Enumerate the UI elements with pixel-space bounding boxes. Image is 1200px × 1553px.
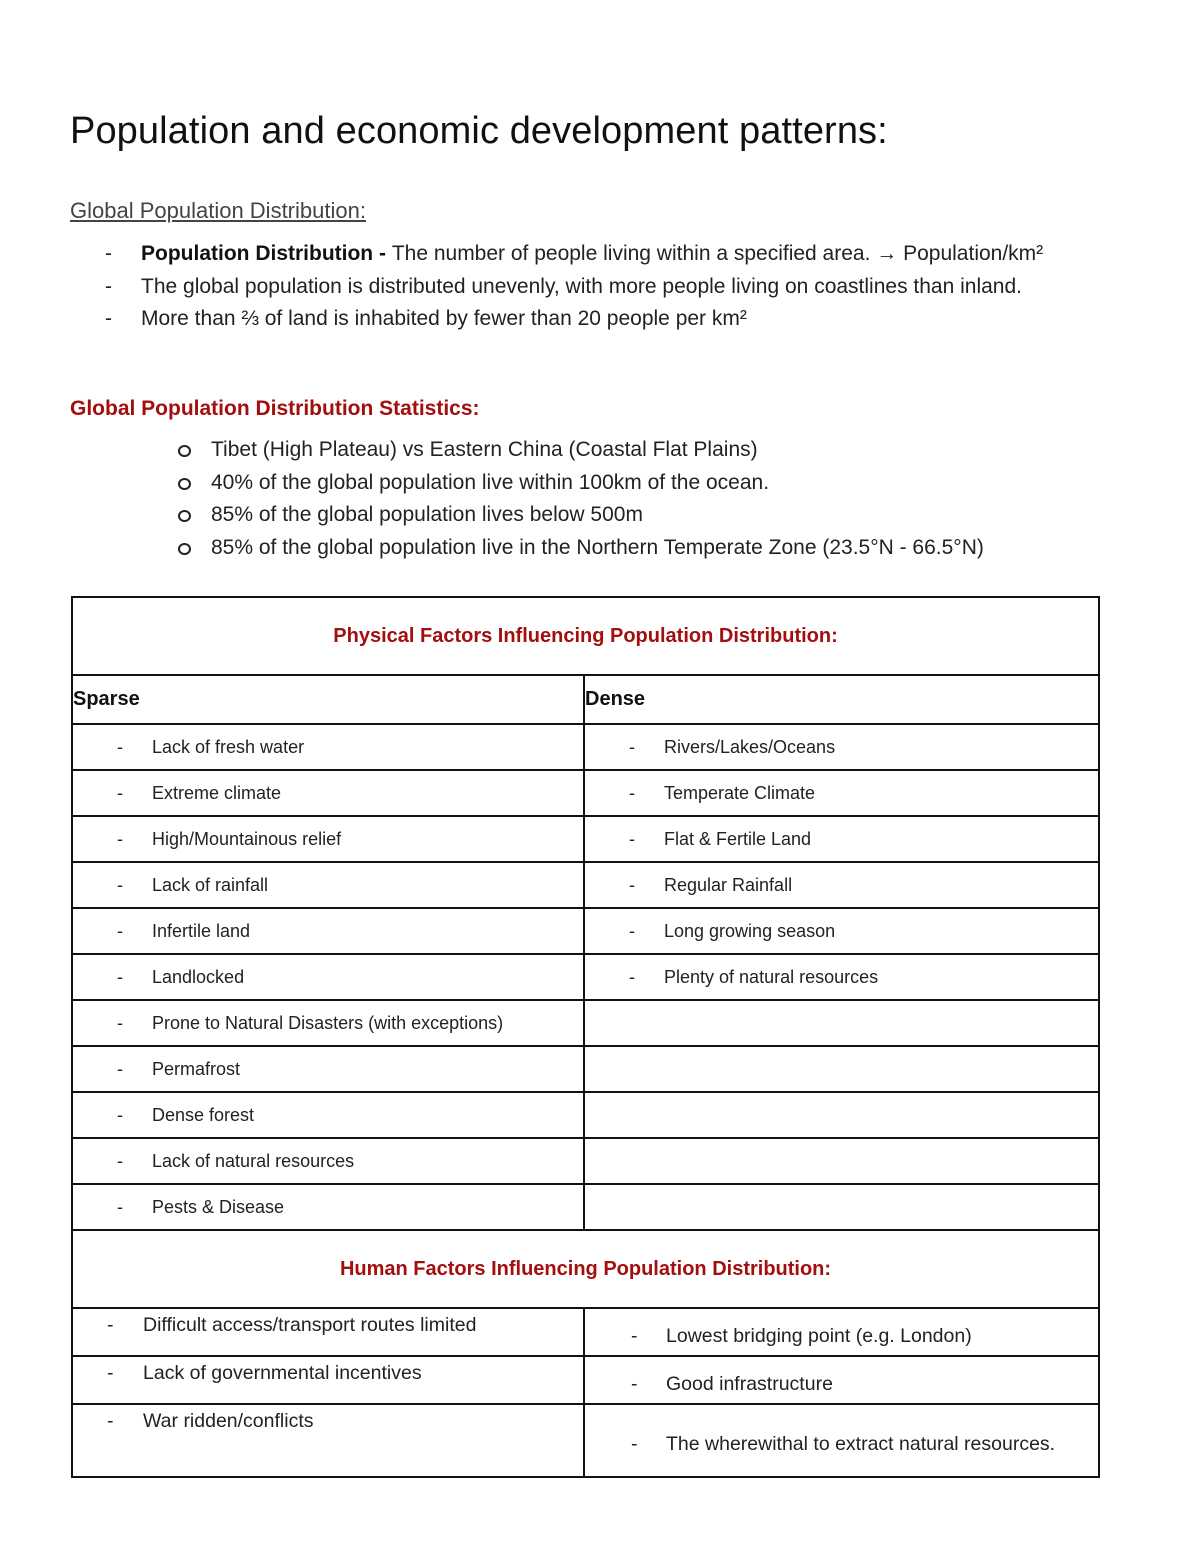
table-row (72, 724, 1099, 770)
sparse-cell (72, 1184, 584, 1230)
dash-bullet: - (107, 1410, 114, 1432)
cell-text: High/Mountainous relief (152, 828, 342, 849)
list-item (172, 499, 1152, 532)
dash-bullet: - (117, 1104, 123, 1125)
list-item-text: 85% of the global population lives below 500m (211, 503, 643, 526)
dash-bullet: - (629, 782, 635, 803)
list-item-text: More than ⅔ of land is inhabited by fewer than 20 people per km² (141, 307, 747, 330)
dense-cell-empty (584, 1138, 1099, 1184)
global-distribution-list (70, 238, 1150, 336)
dash-bullet: - (117, 874, 123, 895)
dash-bullet: - (117, 782, 123, 803)
cell-text: Landlocked (152, 966, 245, 987)
cell-text: Infertile land (152, 920, 251, 941)
dash-bullet: - (117, 1012, 123, 1033)
cell-text: Plenty of natural resources (664, 966, 879, 987)
table-row (72, 770, 1099, 816)
dense-cell (584, 770, 1099, 816)
dash-bullet: - (629, 966, 635, 987)
sparse-cell (72, 1092, 584, 1138)
sparse-cell (72, 724, 584, 770)
cell-text: Good infrastructure (666, 1372, 833, 1395)
cell-text: Difficult access/transport routes limited (143, 1314, 477, 1336)
dash-bullet: - (107, 1362, 114, 1384)
dash-bullet: - (117, 1058, 123, 1079)
cell-text: Lowest bridging point (e.g. London) (666, 1324, 972, 1347)
cell-text: Lack of natural resources (152, 1150, 355, 1171)
dash-bullet: - (629, 736, 635, 757)
human-right-cell (584, 1404, 1099, 1477)
dense-cell-empty (584, 1184, 1099, 1230)
cell-text: Lack of fresh water (152, 736, 305, 757)
dense-cell (584, 862, 1099, 908)
document-title: Population and economic development patterns: (70, 110, 888, 152)
dash-bullet: - (117, 736, 123, 757)
cell-text: The wherewithal to extract natural resources. (666, 1433, 1056, 1455)
sparse-cell (72, 1046, 584, 1092)
table-row (72, 862, 1099, 908)
list-item-text: The global population is distributed unevenly, with more people living on coastlines than inland. (141, 274, 1022, 298)
global-distribution-heading: Global Population Distribution: (70, 198, 366, 223)
dense-cell (584, 724, 1099, 770)
list-item (70, 271, 1150, 304)
statistics-list (172, 434, 1152, 564)
cell-text: Prone to Natural Disasters (with exceptions) (152, 1012, 504, 1033)
table-row (72, 1356, 1099, 1404)
sparse-cell (72, 1138, 584, 1184)
dash-bullet: - (117, 828, 123, 849)
list-item-text: 40% of the global population live within 100km of the ocean. (211, 470, 770, 494)
cell-text: Rivers/Lakes/Oceans (664, 736, 836, 757)
dash-bullet: - (105, 274, 112, 298)
factors-table (71, 596, 1100, 1478)
human-left-cell (72, 1404, 584, 1477)
dash-bullet: - (117, 1150, 123, 1171)
cell-text: Lack of rainfall (152, 874, 269, 895)
table-row (72, 1138, 1099, 1184)
sparse-cell (72, 1000, 584, 1046)
list-item (172, 434, 1152, 467)
dash-bullet: - (105, 307, 112, 330)
dash-bullet: - (631, 1372, 638, 1395)
table-row (72, 816, 1099, 862)
human-factors-heading: Human Factors Influencing Population Distribution: (72, 1230, 1099, 1308)
table-row (72, 1404, 1099, 1477)
table-row (72, 1000, 1099, 1046)
term-label: Population Distribution - (141, 242, 392, 265)
dense-cell (584, 954, 1099, 1000)
table-row (72, 954, 1099, 1000)
table-row (72, 1046, 1099, 1092)
dash-bullet: - (629, 920, 635, 941)
list-item-text: 85% of the global population live in the Northern Temperate Zone (23.5°N - 66.5°N) (211, 535, 984, 559)
sparse-cell (72, 908, 584, 954)
table-row (72, 908, 1099, 954)
sparse-cell (72, 954, 584, 1000)
dash-bullet: - (631, 1324, 638, 1347)
cell-text: Permafrost (152, 1058, 241, 1079)
physical-factors-heading: Physical Factors Influencing Population Distribution: (72, 597, 1099, 675)
cell-text: Flat & Fertile Land (664, 828, 812, 849)
cell-text: Regular Rainfall (664, 874, 793, 895)
dense-cell-empty (584, 1046, 1099, 1092)
dash-bullet: - (107, 1314, 114, 1336)
cell-text: Pests & Disease (152, 1196, 285, 1217)
cell-text: Temperate Climate (664, 782, 816, 803)
cell-text: War ridden/conflicts (143, 1410, 314, 1432)
sparse-column-header: Sparse (72, 675, 584, 724)
dash-bullet: - (117, 920, 123, 941)
cell-text: Lack of governmental incentives (143, 1362, 422, 1384)
human-right-cell (584, 1356, 1099, 1404)
circle-bullet-icon (178, 445, 191, 457)
table-row (72, 1184, 1099, 1230)
dash-bullet: - (631, 1433, 638, 1455)
sparse-cell (72, 816, 584, 862)
dense-cell (584, 816, 1099, 862)
dense-cell-empty (584, 1092, 1099, 1138)
table-row (72, 1092, 1099, 1138)
dense-column-header: Dense (584, 675, 1099, 724)
statistics-heading: Global Population Distribution Statistics: (70, 397, 480, 420)
circle-bullet-icon (178, 543, 191, 555)
cell-text: Extreme climate (152, 782, 282, 803)
dash-bullet: - (117, 966, 123, 987)
sparse-cell (72, 862, 584, 908)
circle-bullet-icon (178, 478, 191, 490)
dash-bullet: - (117, 1196, 123, 1217)
dash-bullet: - (629, 874, 635, 895)
dense-cell-empty (584, 1000, 1099, 1046)
dense-cell (584, 908, 1099, 954)
list-item (172, 532, 1152, 565)
list-item-text: Tibet (High Plateau) vs Eastern China (Coastal Flat Plains) (211, 438, 758, 461)
cell-text: Dense forest (152, 1104, 255, 1125)
dash-bullet: - (629, 828, 635, 849)
cell-text: Long growing season (664, 920, 836, 941)
human-left-cell (72, 1356, 584, 1404)
table-row (72, 1308, 1099, 1356)
list-item (70, 238, 1150, 271)
list-item (172, 467, 1152, 500)
dash-bullet: - (105, 242, 112, 265)
human-right-cell (584, 1308, 1099, 1356)
list-item (70, 303, 1150, 336)
sparse-cell (72, 770, 584, 816)
human-left-cell (72, 1308, 584, 1356)
definition-text: The number of people living within a specified area. → Population/km² (391, 242, 1044, 265)
circle-bullet-icon (178, 510, 191, 522)
